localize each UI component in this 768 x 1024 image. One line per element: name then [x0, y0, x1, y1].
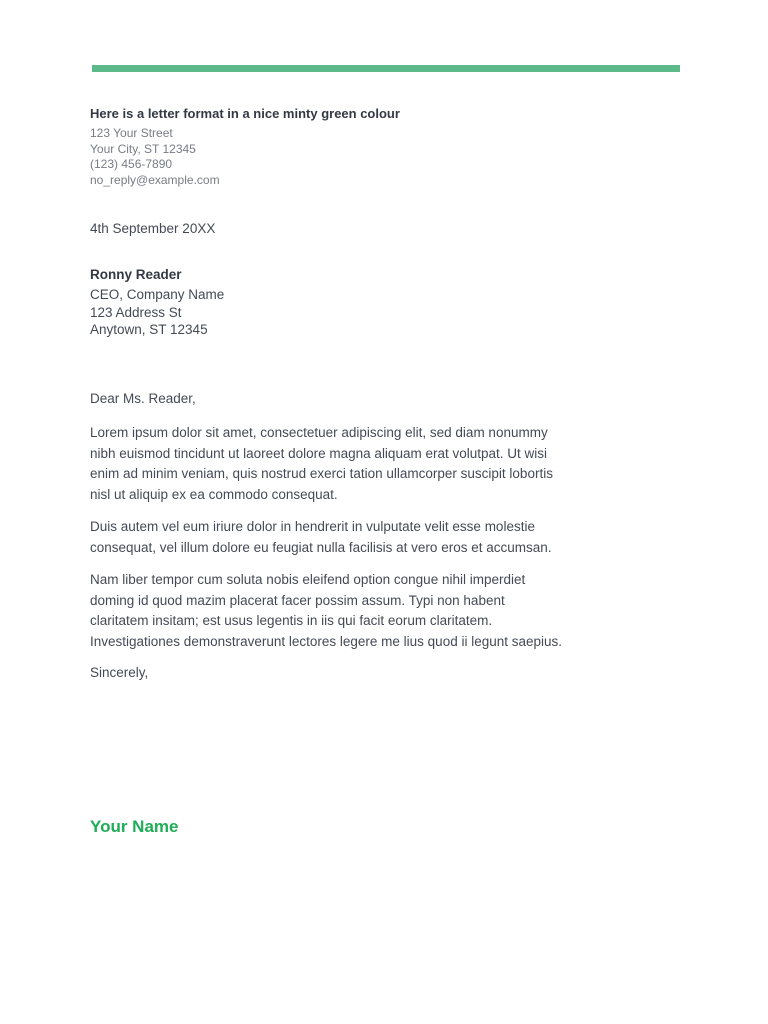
recipient-city: Anytown, ST 12345 [90, 322, 208, 337]
signature-name: Your Name [90, 817, 179, 836]
recipient-title: CEO, Company Name [90, 287, 225, 302]
body-paragraph-3: Nam liber tempor cum soluta nobis eleifend option congue nihil imperdiet doming id quod mazim placerat facer possim assum. Typi non habent claritatem insitam; est usus legentis in iis qui facit eorum claritatem. Investigationes demonstraverunt lectores legere me lius quod ii legunt saepius. [90, 572, 563, 649]
sender-email: no_reply@example.com [90, 172, 220, 187]
recipient-block [90, 266, 590, 339]
sender-street: 123 Your Street [90, 126, 173, 140]
letter-body [90, 390, 565, 681]
sender-phone: (123) 456-7890 [90, 157, 173, 172]
body-paragraph-2: Duis autem vel eum iriure dolor in hendrerit in vulputate velit esse molestie consequat, vel illum dolore eu feugiat nulla facilisis at vero eros et accumsan. [90, 519, 552, 555]
top-accent-rule [92, 65, 680, 72]
closing: Sincerely, [90, 665, 149, 680]
sender-city: Your City, ST 12345 [90, 141, 196, 156]
sender-block [90, 106, 590, 188]
recipient-street: 123 Address St [90, 304, 182, 320]
salutation: Dear Ms. Reader, [90, 391, 196, 406]
letter-date: 4th September 20XX [90, 221, 216, 236]
sender-heading: Here is a letter format in a nice minty green colour [90, 106, 400, 121]
body-paragraph-1: Lorem ipsum dolor sit amet, consectetuer adipiscing elit, sed diam nonummy nibh euismod tincidunt ut laoreet dolore magna aliquam erat volutpat. Ut wisi enim ad minim veniam, quis nostrud exerci tation ullamcorper suscipit lobortis nisl ut aliquip ex ea commodo consequat. [90, 425, 553, 502]
recipient-name: Ronny Reader [90, 267, 182, 282]
